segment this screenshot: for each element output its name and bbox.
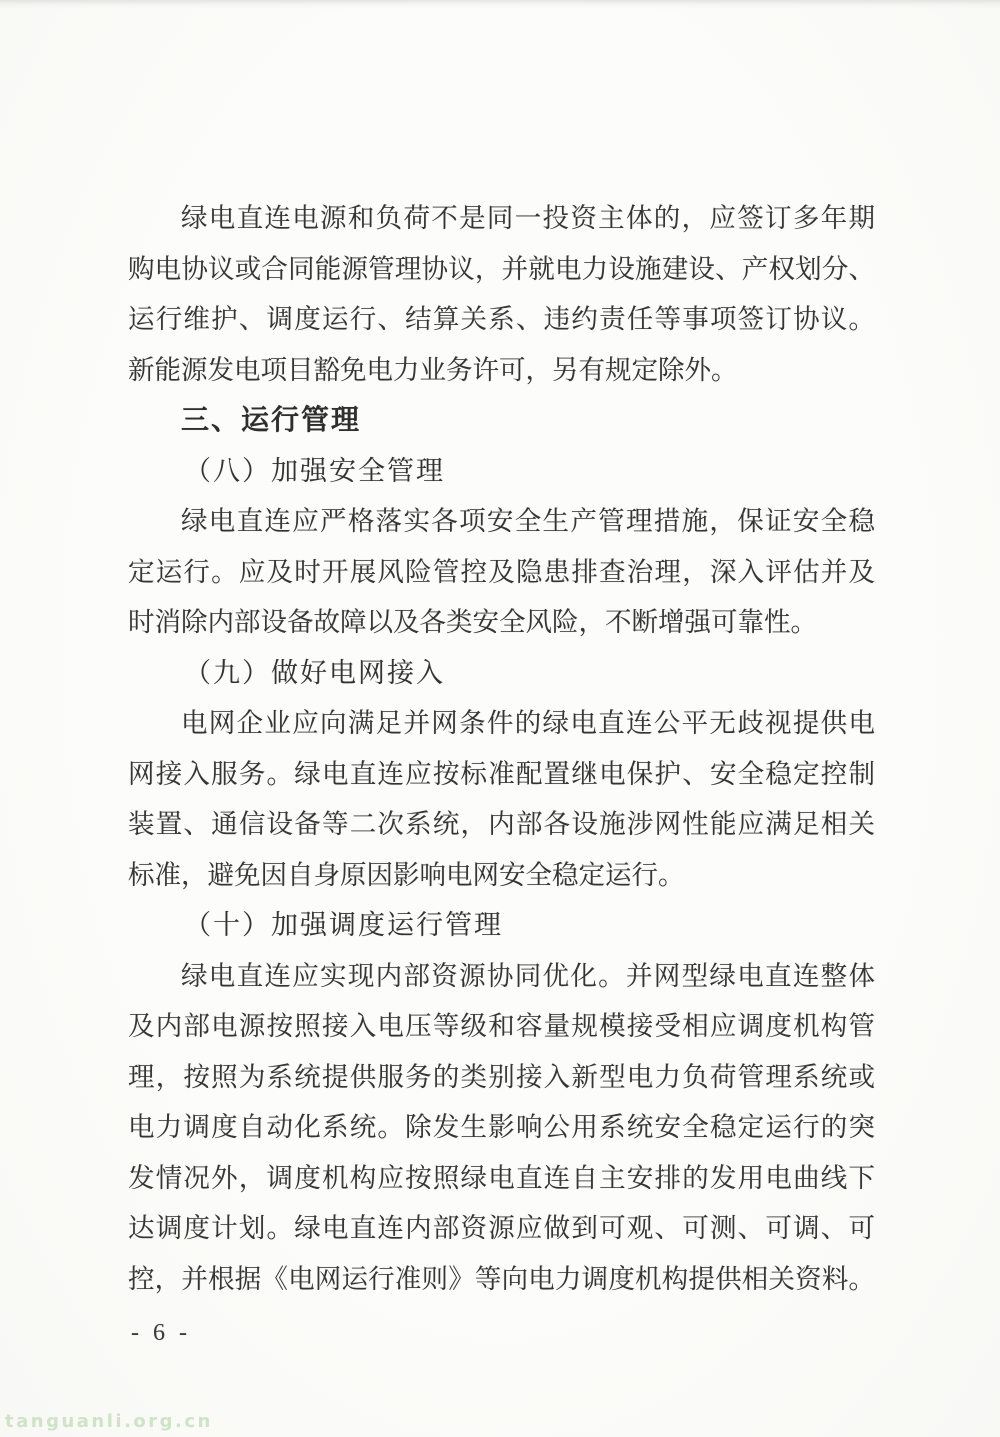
subsection-heading: （十）加强调度运行管理 (184, 910, 503, 940)
body-line: 绿电直连应严格落实各项安全生产管理措施，保证安全稳 (181, 506, 875, 536)
page-number: - 6 - (131, 1320, 191, 1346)
body-line: 标准，避免因自身原因影响电网安全稳定运行。 (128, 859, 685, 890)
body-line: 电网企业应向满足并网条件的绿电直连公平无歧视提供电 (181, 708, 875, 738)
body-line: 绿电直连应实现内部资源协同优化。并网型绿电直连整体 (181, 960, 875, 991)
body-line: 达调度计划。绿电直连内部资源应做到可观、可测、可调、可 (128, 1213, 875, 1243)
body-line: 运行维护、调度运行、结算关系、违约责任等事项签订协议。 (128, 304, 875, 334)
site-watermark: tanguanli.org.cn (5, 1411, 213, 1432)
body-line: 电力调度自动化系统。除发生影响公用系统安全稳定运行的突 (128, 1112, 875, 1142)
scan-noise-artifact (0, 0, 1000, 9)
body-line: 网接入服务。绿电直连应按标准配置继电保护、安全稳定控制 (128, 758, 875, 789)
section-heading: 三、运行管理 (181, 404, 362, 435)
body-line: 绿电直连电源和负荷不是同一投资主体的，应签订多年期 (181, 203, 875, 233)
body-line: 装置、通信设备等二次系统，内部各设施涉网性能应满足相关 (128, 809, 875, 839)
body-line: 定运行。应及时开展风险管控及隐患排查治理，深入评估并及 (128, 556, 875, 587)
body-line: 购电协议或合同能源管理协议，并就电力设施建设、产权划分、 (128, 253, 875, 284)
body-line: 及内部电源按照接入电压等级和容量规模接受相应调度机构管 (128, 1011, 875, 1041)
subsection-heading: （九）做好电网接入 (184, 657, 445, 688)
body-line: 理，按照为系统提供服务的类别接入新型电力负荷管理系统或 (128, 1061, 875, 1092)
body-line: 发情况外，调度机构应按照绿电直连自主安排的发用电曲线下 (128, 1162, 875, 1193)
document-body (128, 193, 875, 1304)
subsection-heading: （八）加强安全管理 (184, 455, 445, 486)
body-line: 控，并根据《电网运行准则》等向电力调度机构提供相关资料。 (128, 1263, 875, 1294)
body-line: 新能源发电项目豁免电力业务许可，另有规定除外。 (128, 354, 738, 385)
body-line: 时消除内部设备故障以及各类安全风险，不断增强可靠性。 (128, 607, 817, 637)
